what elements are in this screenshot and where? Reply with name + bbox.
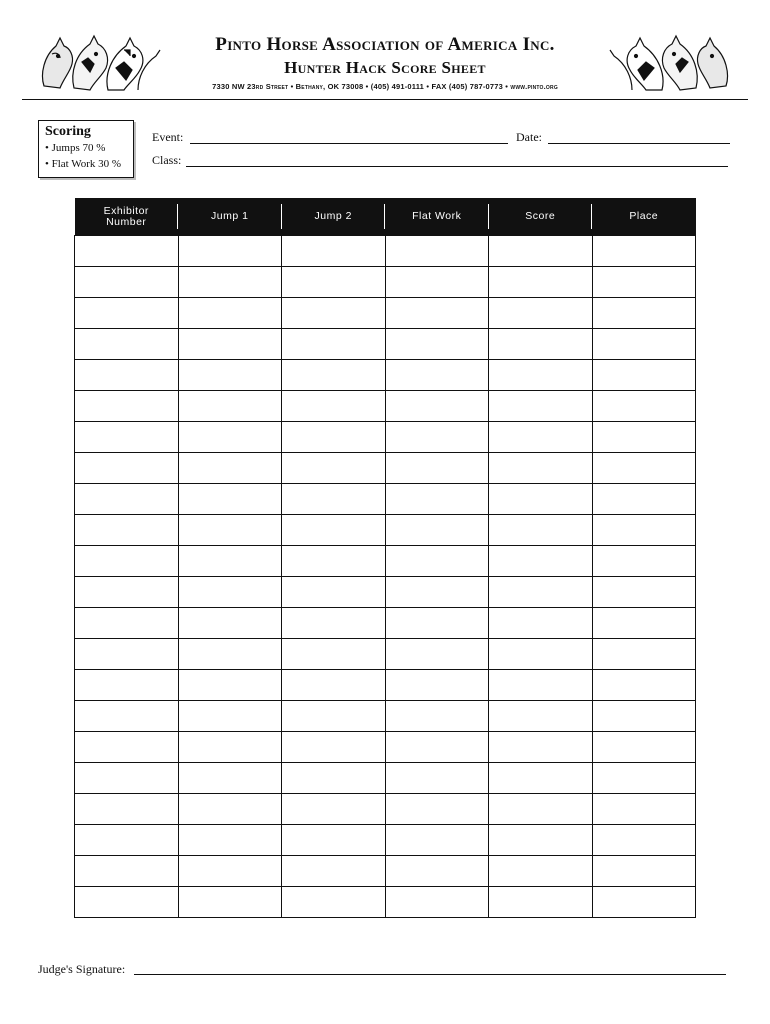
cell-score[interactable]	[489, 298, 593, 329]
event-label: Event:	[152, 130, 184, 144]
cell-score[interactable]	[489, 825, 593, 856]
table-row	[75, 267, 696, 298]
cell-place[interactable]	[592, 422, 696, 453]
cell-place[interactable]	[592, 701, 696, 732]
cell-place[interactable]	[592, 329, 696, 360]
cell-flat-work[interactable]	[385, 515, 489, 546]
cell-exhibitor-number[interactable]	[75, 453, 179, 484]
cell-exhibitor-number[interactable]	[75, 391, 179, 422]
cell-jump-1[interactable]	[178, 236, 282, 267]
table-row	[75, 701, 696, 732]
cell-place[interactable]	[592, 732, 696, 763]
header-score	[489, 198, 593, 236]
header-jump-2	[282, 198, 386, 236]
cell-flat-work[interactable]	[385, 732, 489, 763]
table-row	[75, 360, 696, 391]
table-row	[75, 453, 696, 484]
cell-jump-1[interactable]	[178, 794, 282, 825]
table-row	[75, 670, 696, 701]
cell-jump-2[interactable]	[282, 608, 386, 639]
header-label: Jump 2	[314, 210, 352, 222]
cell-jump-2[interactable]	[282, 856, 386, 887]
cell-flat-work[interactable]	[385, 484, 489, 515]
score-table	[74, 198, 696, 918]
cell-score[interactable]	[489, 360, 593, 391]
cell-flat-work[interactable]	[385, 608, 489, 639]
cell-jump-1[interactable]	[178, 763, 282, 794]
cell-exhibitor-number[interactable]	[75, 422, 179, 453]
cell-place[interactable]	[592, 794, 696, 825]
cell-jump-2[interactable]	[282, 267, 386, 298]
cell-exhibitor-number[interactable]	[75, 484, 179, 515]
cell-score[interactable]	[489, 484, 593, 515]
table-row	[75, 391, 696, 422]
cell-flat-work[interactable]	[385, 360, 489, 391]
cell-jump-1[interactable]	[178, 391, 282, 422]
class-field[interactable]	[186, 166, 728, 167]
cell-jump-2[interactable]	[282, 546, 386, 577]
table-row	[75, 546, 696, 577]
cell-jump-1[interactable]	[178, 701, 282, 732]
scoring-item-jumps: • Jumps 70 %	[45, 142, 106, 154]
cell-jump-1[interactable]	[178, 515, 282, 546]
scoring-title: Scoring	[45, 124, 91, 139]
cell-exhibitor-number[interactable]	[75, 639, 179, 670]
header-jump-1	[178, 198, 282, 236]
cell-score[interactable]	[489, 639, 593, 670]
cell-jump-1[interactable]	[178, 329, 282, 360]
cell-exhibitor-number[interactable]	[75, 360, 179, 391]
table-row	[75, 732, 696, 763]
cell-score[interactable]	[489, 887, 593, 918]
cell-jump-2[interactable]	[282, 732, 386, 763]
cell-exhibitor-number[interactable]	[75, 577, 179, 608]
cell-flat-work[interactable]	[385, 329, 489, 360]
cell-score[interactable]	[489, 763, 593, 794]
cell-flat-work[interactable]	[385, 763, 489, 794]
cell-jump-1[interactable]	[178, 546, 282, 577]
table-row	[75, 236, 696, 267]
table-row	[75, 825, 696, 856]
cell-score[interactable]	[489, 732, 593, 763]
cell-exhibitor-number[interactable]	[75, 329, 179, 360]
cell-flat-work[interactable]	[385, 856, 489, 887]
cell-place[interactable]	[592, 856, 696, 887]
cell-jump-2[interactable]	[282, 298, 386, 329]
cell-jump-2[interactable]	[282, 453, 386, 484]
event-field[interactable]	[190, 143, 508, 144]
cell-place[interactable]	[592, 546, 696, 577]
cell-exhibitor-number[interactable]	[75, 794, 179, 825]
cell-place[interactable]	[592, 639, 696, 670]
cell-jump-2[interactable]	[282, 825, 386, 856]
table-row	[75, 887, 696, 918]
date-label: Date:	[516, 130, 542, 144]
cell-flat-work[interactable]	[385, 825, 489, 856]
cell-score[interactable]	[489, 236, 593, 267]
date-field[interactable]	[548, 143, 730, 144]
table-header-row	[75, 198, 696, 236]
cell-score[interactable]	[489, 701, 593, 732]
association-title: Pinto Horse Association of America Inc.	[215, 34, 555, 55]
address-line: 7330 NW 23rd Street • Bethany, OK 73008 • (405) 491-0111 • FAX (405) 787-0773 • www.pinto.org	[212, 82, 558, 91]
cell-place[interactable]	[592, 515, 696, 546]
scoring-item-flatwork: • Flat Work 30 %	[45, 158, 122, 170]
cell-place[interactable]	[592, 608, 696, 639]
cell-jump-1[interactable]	[178, 422, 282, 453]
cell-place[interactable]	[592, 887, 696, 918]
cell-score[interactable]	[489, 608, 593, 639]
cell-jump-2[interactable]	[282, 639, 386, 670]
cell-jump-2[interactable]	[282, 329, 386, 360]
table-row	[75, 577, 696, 608]
cell-exhibitor-number[interactable]	[75, 732, 179, 763]
cell-place[interactable]	[592, 298, 696, 329]
cell-jump-2[interactable]	[282, 763, 386, 794]
cell-flat-work[interactable]	[385, 453, 489, 484]
cell-jump-2[interactable]	[282, 794, 386, 825]
cell-jump-1[interactable]	[178, 608, 282, 639]
cell-exhibitor-number[interactable]	[75, 670, 179, 701]
cell-place[interactable]	[592, 763, 696, 794]
cell-jump-1[interactable]	[178, 577, 282, 608]
cell-exhibitor-number[interactable]	[75, 887, 179, 918]
cell-place[interactable]	[592, 453, 696, 484]
cell-jump-2[interactable]	[282, 360, 386, 391]
cell-score[interactable]	[489, 856, 593, 887]
cell-flat-work[interactable]	[385, 546, 489, 577]
cell-flat-work[interactable]	[385, 391, 489, 422]
table-row	[75, 856, 696, 887]
cell-exhibitor-number[interactable]	[75, 546, 179, 577]
header-divider	[22, 99, 748, 100]
class-label: Class:	[152, 153, 182, 167]
header-place	[592, 198, 696, 236]
cell-exhibitor-number[interactable]	[75, 763, 179, 794]
cell-place[interactable]	[592, 267, 696, 298]
cell-place[interactable]	[592, 484, 696, 515]
cell-jump-1[interactable]	[178, 732, 282, 763]
cell-exhibitor-number[interactable]	[75, 236, 179, 267]
judge-signature-field[interactable]	[134, 974, 726, 975]
table-row	[75, 639, 696, 670]
cell-score[interactable]	[489, 670, 593, 701]
cell-flat-work[interactable]	[385, 267, 489, 298]
cell-exhibitor-number[interactable]	[75, 856, 179, 887]
cell-place[interactable]	[592, 577, 696, 608]
cell-exhibitor-number[interactable]	[75, 267, 179, 298]
cell-score[interactable]	[489, 577, 593, 608]
cell-place[interactable]	[592, 670, 696, 701]
cell-exhibitor-number[interactable]	[75, 298, 179, 329]
cell-place[interactable]	[592, 391, 696, 422]
cell-score[interactable]	[489, 453, 593, 484]
cell-score[interactable]	[489, 515, 593, 546]
cell-score[interactable]	[489, 422, 593, 453]
cell-jump-1[interactable]	[178, 856, 282, 887]
cell-exhibitor-number[interactable]	[75, 825, 179, 856]
sheet-title: Hunter Hack Score Sheet	[284, 58, 486, 77]
cell-flat-work[interactable]	[385, 236, 489, 267]
cell-jump-1[interactable]	[178, 453, 282, 484]
cell-flat-work[interactable]	[385, 887, 489, 918]
cell-exhibitor-number[interactable]	[75, 701, 179, 732]
cell-jump-2[interactable]	[282, 887, 386, 918]
cell-flat-work[interactable]	[385, 670, 489, 701]
cell-jump-1[interactable]	[178, 639, 282, 670]
cell-jump-1[interactable]	[178, 360, 282, 391]
cell-jump-2[interactable]	[282, 515, 386, 546]
header-label: Exhibitor Number	[103, 204, 149, 228]
table-row	[75, 794, 696, 825]
header-label: Jump 1	[211, 210, 249, 222]
cell-jump-1[interactable]	[178, 298, 282, 329]
table-row	[75, 515, 696, 546]
cell-jump-1[interactable]	[178, 825, 282, 856]
cell-score[interactable]	[489, 267, 593, 298]
scoring-box	[38, 120, 134, 178]
header-label: Flat Work	[412, 210, 462, 222]
cell-flat-work[interactable]	[385, 422, 489, 453]
cell-jump-2[interactable]	[282, 391, 386, 422]
cell-score[interactable]	[489, 546, 593, 577]
header-label: Score	[525, 210, 556, 222]
cell-jump-2[interactable]	[282, 236, 386, 267]
table-row	[75, 608, 696, 639]
judge-signature-label: Judge's Signature:	[38, 962, 126, 976]
header-flat-work	[385, 198, 489, 236]
cell-jump-2[interactable]	[282, 670, 386, 701]
cell-score[interactable]	[489, 391, 593, 422]
cell-jump-2[interactable]	[282, 577, 386, 608]
cell-score[interactable]	[489, 329, 593, 360]
cell-flat-work[interactable]	[385, 701, 489, 732]
cell-jump-1[interactable]	[178, 267, 282, 298]
score-table-body	[75, 236, 696, 918]
cell-score[interactable]	[489, 794, 593, 825]
table-row	[75, 422, 696, 453]
header-exhibitor-number	[75, 198, 179, 236]
cell-jump-2[interactable]	[282, 422, 386, 453]
cell-place[interactable]	[592, 825, 696, 856]
table-row	[75, 329, 696, 360]
table-row	[75, 298, 696, 329]
table-row	[75, 763, 696, 794]
cell-jump-2[interactable]	[282, 484, 386, 515]
table-row	[75, 484, 696, 515]
cell-place[interactable]	[592, 360, 696, 391]
cell-flat-work[interactable]	[385, 577, 489, 608]
cell-flat-work[interactable]	[385, 639, 489, 670]
header-label: Place	[629, 210, 659, 222]
cell-exhibitor-number[interactable]	[75, 515, 179, 546]
cell-jump-1[interactable]	[178, 484, 282, 515]
cell-flat-work[interactable]	[385, 298, 489, 329]
cell-jump-2[interactable]	[282, 701, 386, 732]
cell-jump-1[interactable]	[178, 887, 282, 918]
cell-jump-1[interactable]	[178, 670, 282, 701]
cell-exhibitor-number[interactable]	[75, 608, 179, 639]
cell-flat-work[interactable]	[385, 794, 489, 825]
cell-place[interactable]	[592, 236, 696, 267]
